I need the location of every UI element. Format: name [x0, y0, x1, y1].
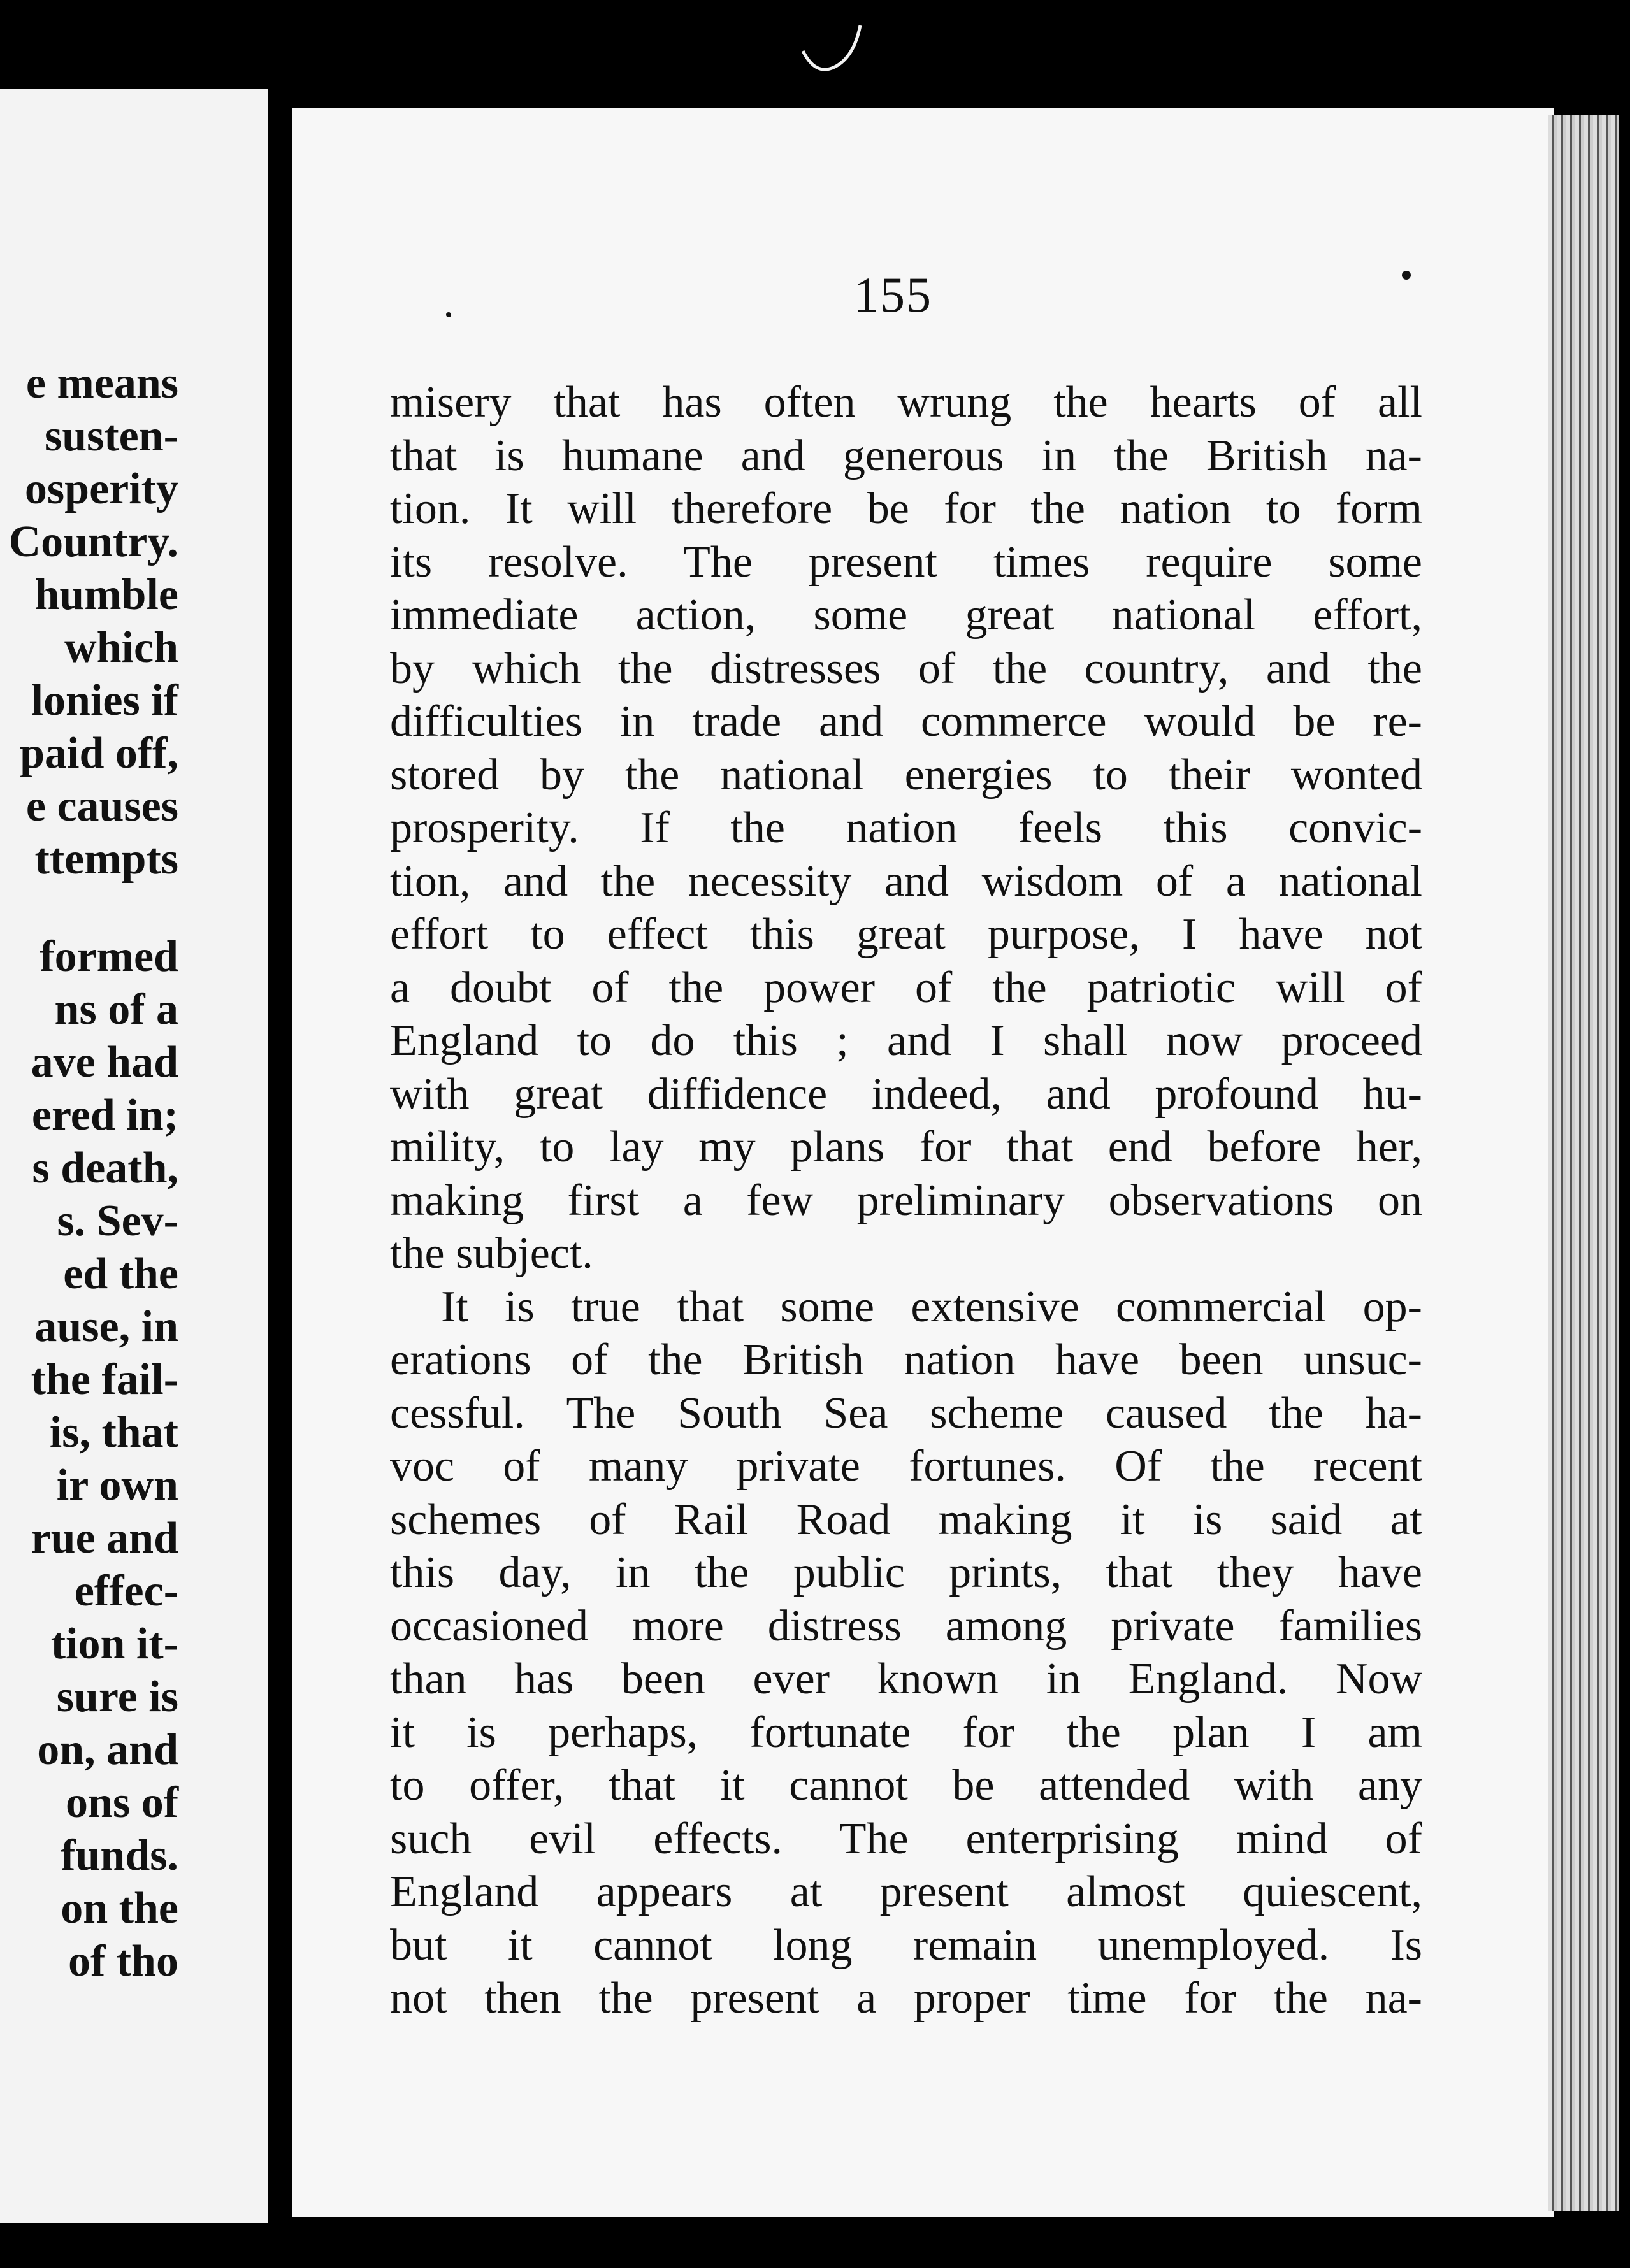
left-line: humble	[34, 570, 178, 619]
text-line: than has been ever known in England. Now	[390, 1654, 1422, 1704]
text-line: but it cannot long remain unemployed. Is	[390, 1920, 1422, 1970]
left-line: s. Sev-	[57, 1196, 178, 1245]
pencil-check-mark	[800, 22, 870, 80]
text-line: cessful. The South Sea scheme caused the ha-	[390, 1388, 1422, 1438]
left-line: ir own	[56, 1461, 178, 1510]
left-line: the fail-	[31, 1355, 178, 1404]
left-line: effec-	[74, 1567, 178, 1616]
left-line: formed	[40, 932, 178, 981]
print-speck	[1402, 271, 1411, 280]
text-line: making first a few preliminary observations on	[390, 1175, 1422, 1225]
left-line: e causes	[25, 782, 178, 831]
text-line: by which the distresses of the country, and the	[390, 643, 1422, 693]
page-number: 155	[854, 267, 932, 322]
text-line: with great diffidence indeed, and profound hu-	[390, 1069, 1422, 1119]
left-line: which	[64, 623, 178, 672]
text-line: that is humane and generous in the British na-	[390, 431, 1422, 480]
text-line: difficulties in trade and commerce would be re-	[390, 697, 1422, 746]
text-line: It is true that some extensive commercial op-	[441, 1282, 1422, 1331]
left-line: funds.	[61, 1831, 178, 1880]
text-line: a doubt of the power of the patriotic will of	[390, 963, 1422, 1012]
left-line: ns of a	[54, 985, 178, 1034]
text-line: not then the present a proper time for the na-	[390, 1974, 1422, 2023]
left-line: ttempts	[34, 835, 178, 884]
text-line: voc of many private fortunes. Of the recent	[390, 1442, 1422, 1491]
page-body-text	[390, 376, 1422, 2025]
text-line: stored by the national energies to their wonted	[390, 750, 1422, 800]
text-line: prosperity. If the nation feels this convic-	[390, 803, 1422, 852]
text-line: England appears at present almost quiescent,	[390, 1867, 1422, 1916]
text-line: England to do this ; and I shall now proceed	[390, 1016, 1422, 1065]
left-line: lonies if	[31, 676, 178, 725]
print-speck	[446, 312, 451, 317]
left-line: sure is	[56, 1672, 178, 1721]
left-line: ause, in	[34, 1302, 178, 1351]
left-line: osperity	[24, 464, 178, 513]
text-line: this day, in the public prints, that they have	[390, 1548, 1422, 1597]
left-page-text	[0, 357, 178, 1988]
text-line: immediate action, some great national effort,	[390, 591, 1422, 640]
text-line: tion. It will therefore be for the nation to form	[390, 484, 1422, 533]
left-line: tion it-	[50, 1619, 178, 1669]
text-line: mility, to lay my plans for that end before her,	[390, 1123, 1422, 1172]
left-line: on the	[61, 1884, 178, 1933]
text-line: it is perhaps, fortunate for the plan I am	[390, 1707, 1422, 1757]
left-facing-page	[0, 89, 268, 2223]
left-line: ons of	[66, 1778, 178, 1827]
text-line: effort to effect this great purpose, I have not	[390, 910, 1422, 959]
text-line: erations of the British nation have been unsuc-	[390, 1335, 1422, 1384]
left-line: e means	[25, 359, 178, 408]
left-line: paid off,	[20, 729, 178, 778]
page-edges	[1548, 115, 1619, 2211]
text-line: the subject.	[390, 1229, 593, 1278]
left-line: s death,	[32, 1144, 178, 1193]
text-line: schemes of Rail Road making it is said at	[390, 1495, 1422, 1544]
left-line: ed the	[63, 1249, 178, 1298]
text-line: occasioned more distress among private families	[390, 1601, 1422, 1651]
left-line: on, and	[37, 1725, 178, 1774]
left-line: rue and	[31, 1514, 178, 1563]
left-line: of tho	[68, 1937, 178, 1986]
text-line: such evil effects. The enterprising mind of	[390, 1814, 1422, 1863]
left-line: ave had	[31, 1038, 178, 1087]
left-line: susten-	[44, 412, 178, 461]
left-line: is, that	[49, 1408, 178, 1457]
left-line: Country.	[8, 517, 178, 566]
text-line: its resolve. The present times require some	[390, 537, 1422, 587]
left-line: ered in;	[31, 1091, 178, 1140]
text-line: to offer, that it cannot be attended with any	[390, 1761, 1422, 1810]
text-line: tion, and the necessity and wisdom of a national	[390, 856, 1422, 906]
text-line: misery that has often wrung the hearts of all	[390, 378, 1422, 427]
